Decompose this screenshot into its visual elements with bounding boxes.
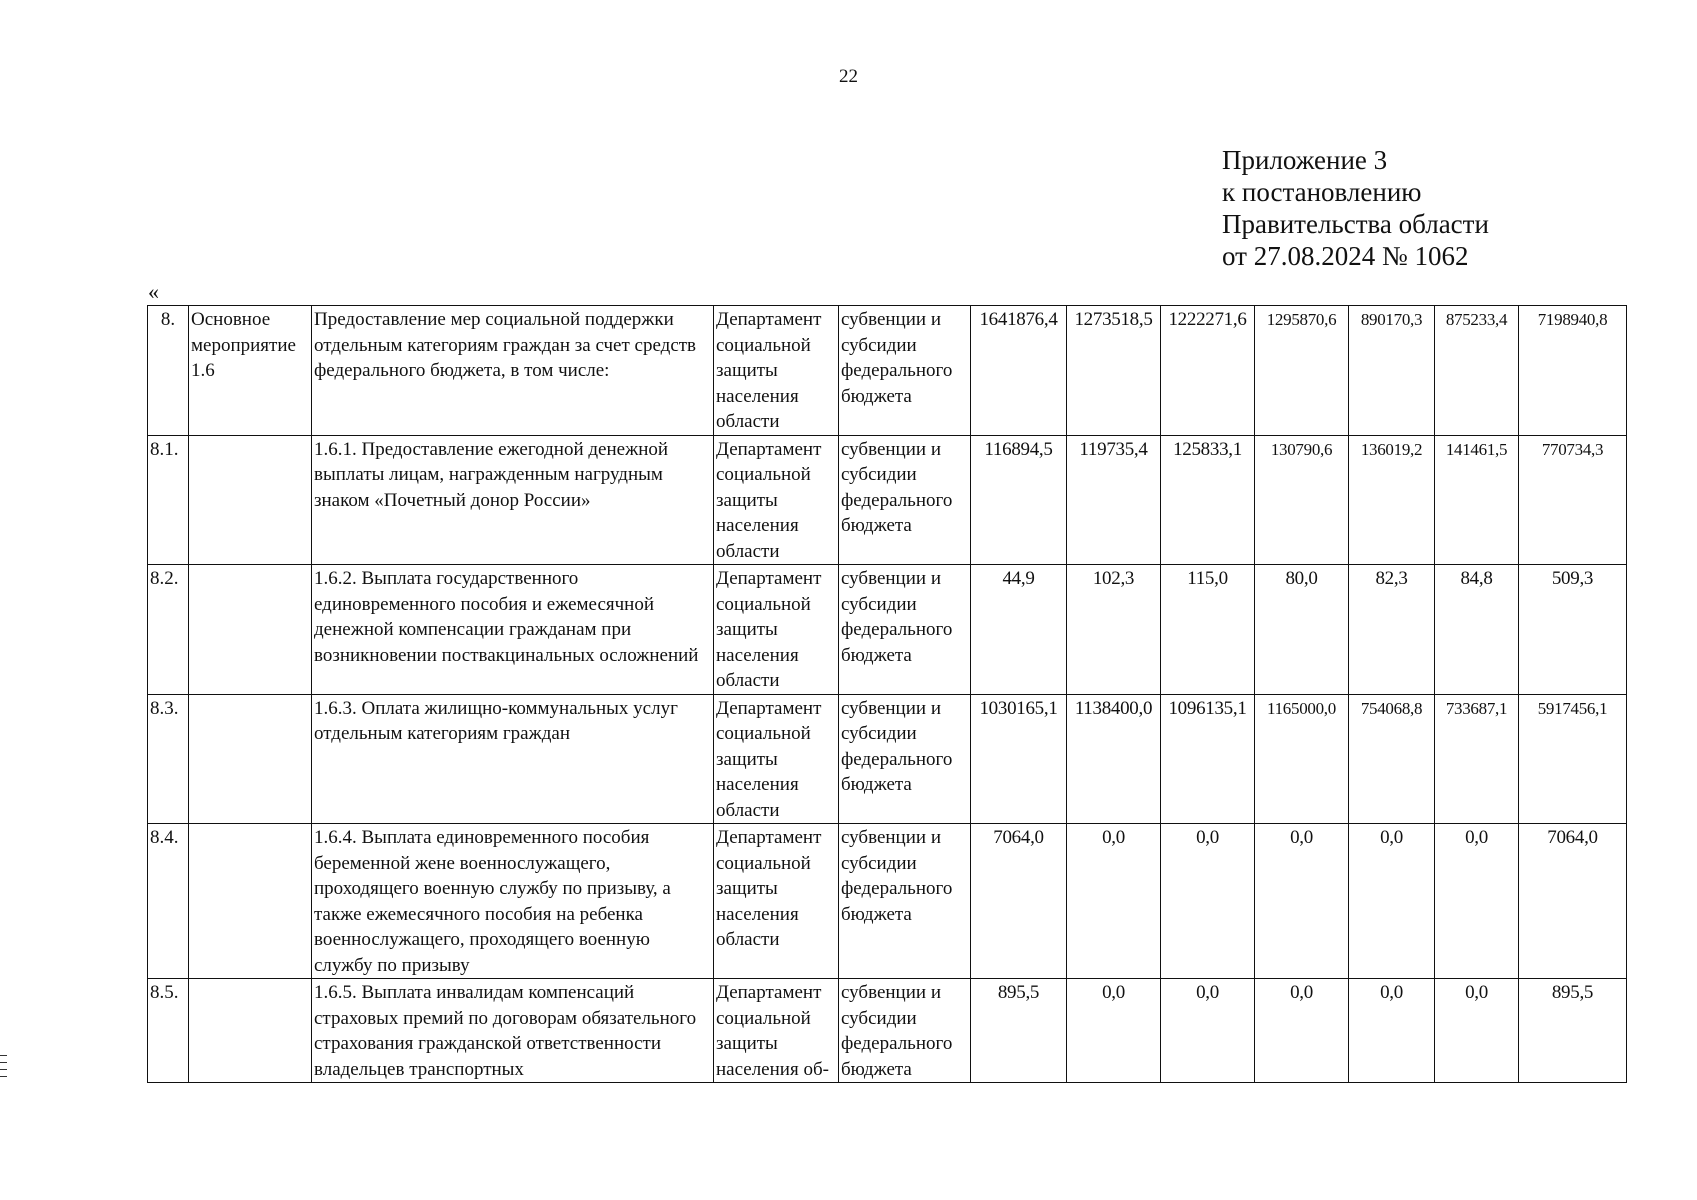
row-value: 130790,6 <box>1255 435 1349 565</box>
appendix-title: Приложение 3 <box>1222 145 1388 175</box>
row-type <box>189 435 312 565</box>
row-type <box>189 565 312 695</box>
table-row <box>148 979 1627 1083</box>
row-value: 116894,5 <box>971 435 1067 565</box>
row-value: 0,0 <box>1349 824 1435 979</box>
row-funding-source: субвенции и субсидии федерального бюджета <box>839 565 971 695</box>
row-value: 875233,4 <box>1435 306 1519 436</box>
row-description: 1.6.2. Выплата государственного единовременного пособия и ежемесячной денежной компенсации гражданам при возникновении поствакцинальных осложнений <box>312 565 714 695</box>
row-value: 0,0 <box>1161 824 1255 979</box>
row-value: 119735,4 <box>1067 435 1161 565</box>
row-value: 82,3 <box>1349 565 1435 695</box>
row-value: 1165000,0 <box>1255 694 1349 824</box>
row-value: 0,0 <box>1255 824 1349 979</box>
row-type <box>189 694 312 824</box>
row-type: Основное мероприятие 1.6 <box>189 306 312 436</box>
table-row <box>148 565 1627 695</box>
table-row <box>148 306 1627 436</box>
row-value: 1222271,6 <box>1161 306 1255 436</box>
row-executor: Департамент социальной защиты населения области <box>714 694 839 824</box>
row-value: 754068,8 <box>1349 694 1435 824</box>
row-value: 1273518,5 <box>1067 306 1161 436</box>
row-value: 0,0 <box>1161 979 1255 1083</box>
row-value: 0,0 <box>1067 979 1161 1083</box>
row-description: 1.6.3. Оплата жилищно-коммунальных услуг отдельным категориям граждан <box>312 694 714 824</box>
row-number: 8. <box>148 306 189 436</box>
row-description: 1.6.1. Предоставление ежегодной денежной выплаты лицам, награжденным нагрудным знаком «Почетный донор России» <box>312 435 714 565</box>
row-value: 141461,5 <box>1435 435 1519 565</box>
row-number: 8.1. <box>148 435 189 565</box>
row-value: 895,5 <box>971 979 1067 1083</box>
row-value: 1295870,6 <box>1255 306 1349 436</box>
row-value: 509,3 <box>1519 565 1627 695</box>
row-value: 136019,2 <box>1349 435 1435 565</box>
row-value: 1138400,0 <box>1067 694 1161 824</box>
row-value: 0,0 <box>1349 979 1435 1083</box>
row-value: 44,9 <box>971 565 1067 695</box>
table-row <box>148 824 1627 979</box>
row-value: 770734,3 <box>1519 435 1627 565</box>
row-value: 1096135,1 <box>1161 694 1255 824</box>
row-funding-source: субвенции и субсидии федерального бюджета <box>839 824 971 979</box>
row-funding-source: субвенции и субсидии федерального бюджета <box>839 435 971 565</box>
row-description: 1.6.4. Выплата единовременного пособия беременной жене военнослужащего, проходящего военную службу по призыву, а также ежемесячного пособия на ребенка военнослужащего, проходящего военную службу по призыву <box>312 824 714 979</box>
row-value: 733687,1 <box>1435 694 1519 824</box>
budget-table <box>147 305 1627 1083</box>
row-value: 125833,1 <box>1161 435 1255 565</box>
row-funding-source: субвенции и субсидии федерального бюджета <box>839 694 971 824</box>
row-value: 102,3 <box>1067 565 1161 695</box>
row-value: 895,5 <box>1519 979 1627 1083</box>
row-funding-source: субвенции и субсидии федерального бюджета <box>839 306 971 436</box>
row-value: 1030165,1 <box>971 694 1067 824</box>
row-number: 8.3. <box>148 694 189 824</box>
row-type <box>189 979 312 1083</box>
row-value: 7064,0 <box>1519 824 1627 979</box>
row-value: 0,0 <box>1435 824 1519 979</box>
row-value: 890170,3 <box>1349 306 1435 436</box>
appendix-line-2: к постановлению <box>1222 177 1422 207</box>
scan-edge-marks <box>0 1055 8 1083</box>
row-value: 7198940,8 <box>1519 306 1627 436</box>
appendix-header <box>1222 144 1489 272</box>
row-number: 8.2. <box>148 565 189 695</box>
row-value: 0,0 <box>1067 824 1161 979</box>
row-value: 0,0 <box>1255 979 1349 1083</box>
row-executor: Департамент социальной защиты населения области <box>714 824 839 979</box>
row-value: 5917456,1 <box>1519 694 1627 824</box>
page-number: 22 <box>839 66 858 87</box>
row-value: 80,0 <box>1255 565 1349 695</box>
row-executor: Департамент социальной защиты населения об- <box>714 979 839 1083</box>
row-executor: Департамент социальной защиты населения области <box>714 306 839 436</box>
table-row <box>148 694 1627 824</box>
row-description: 1.6.5. Выплата инвалидам компенсаций страховых премий по договорам обязательного страхования гражданской ответственности владельцев транспортных <box>312 979 714 1083</box>
row-type <box>189 824 312 979</box>
row-value: 7064,0 <box>971 824 1067 979</box>
row-description: Предоставление мер социальной поддержки отдельным категориям граждан за счет средств федерального бюджета, в том числе: <box>312 306 714 436</box>
row-value: 0,0 <box>1435 979 1519 1083</box>
table-row <box>148 435 1627 565</box>
row-executor: Департамент социальной защиты населения области <box>714 435 839 565</box>
appendix-line-3: Правительства области <box>1222 209 1489 239</box>
opening-quote-mark: « <box>148 279 159 304</box>
row-value: 84,8 <box>1435 565 1519 695</box>
row-number: 8.4. <box>148 824 189 979</box>
row-executor: Департамент социальной защиты населения области <box>714 565 839 695</box>
row-funding-source: субвенции и субсидии федерального бюджета <box>839 979 971 1083</box>
appendix-date-number: от 27.08.2024 № 1062 <box>1222 241 1469 271</box>
row-number: 8.5. <box>148 979 189 1083</box>
row-value: 1641876,4 <box>971 306 1067 436</box>
row-value: 115,0 <box>1161 565 1255 695</box>
